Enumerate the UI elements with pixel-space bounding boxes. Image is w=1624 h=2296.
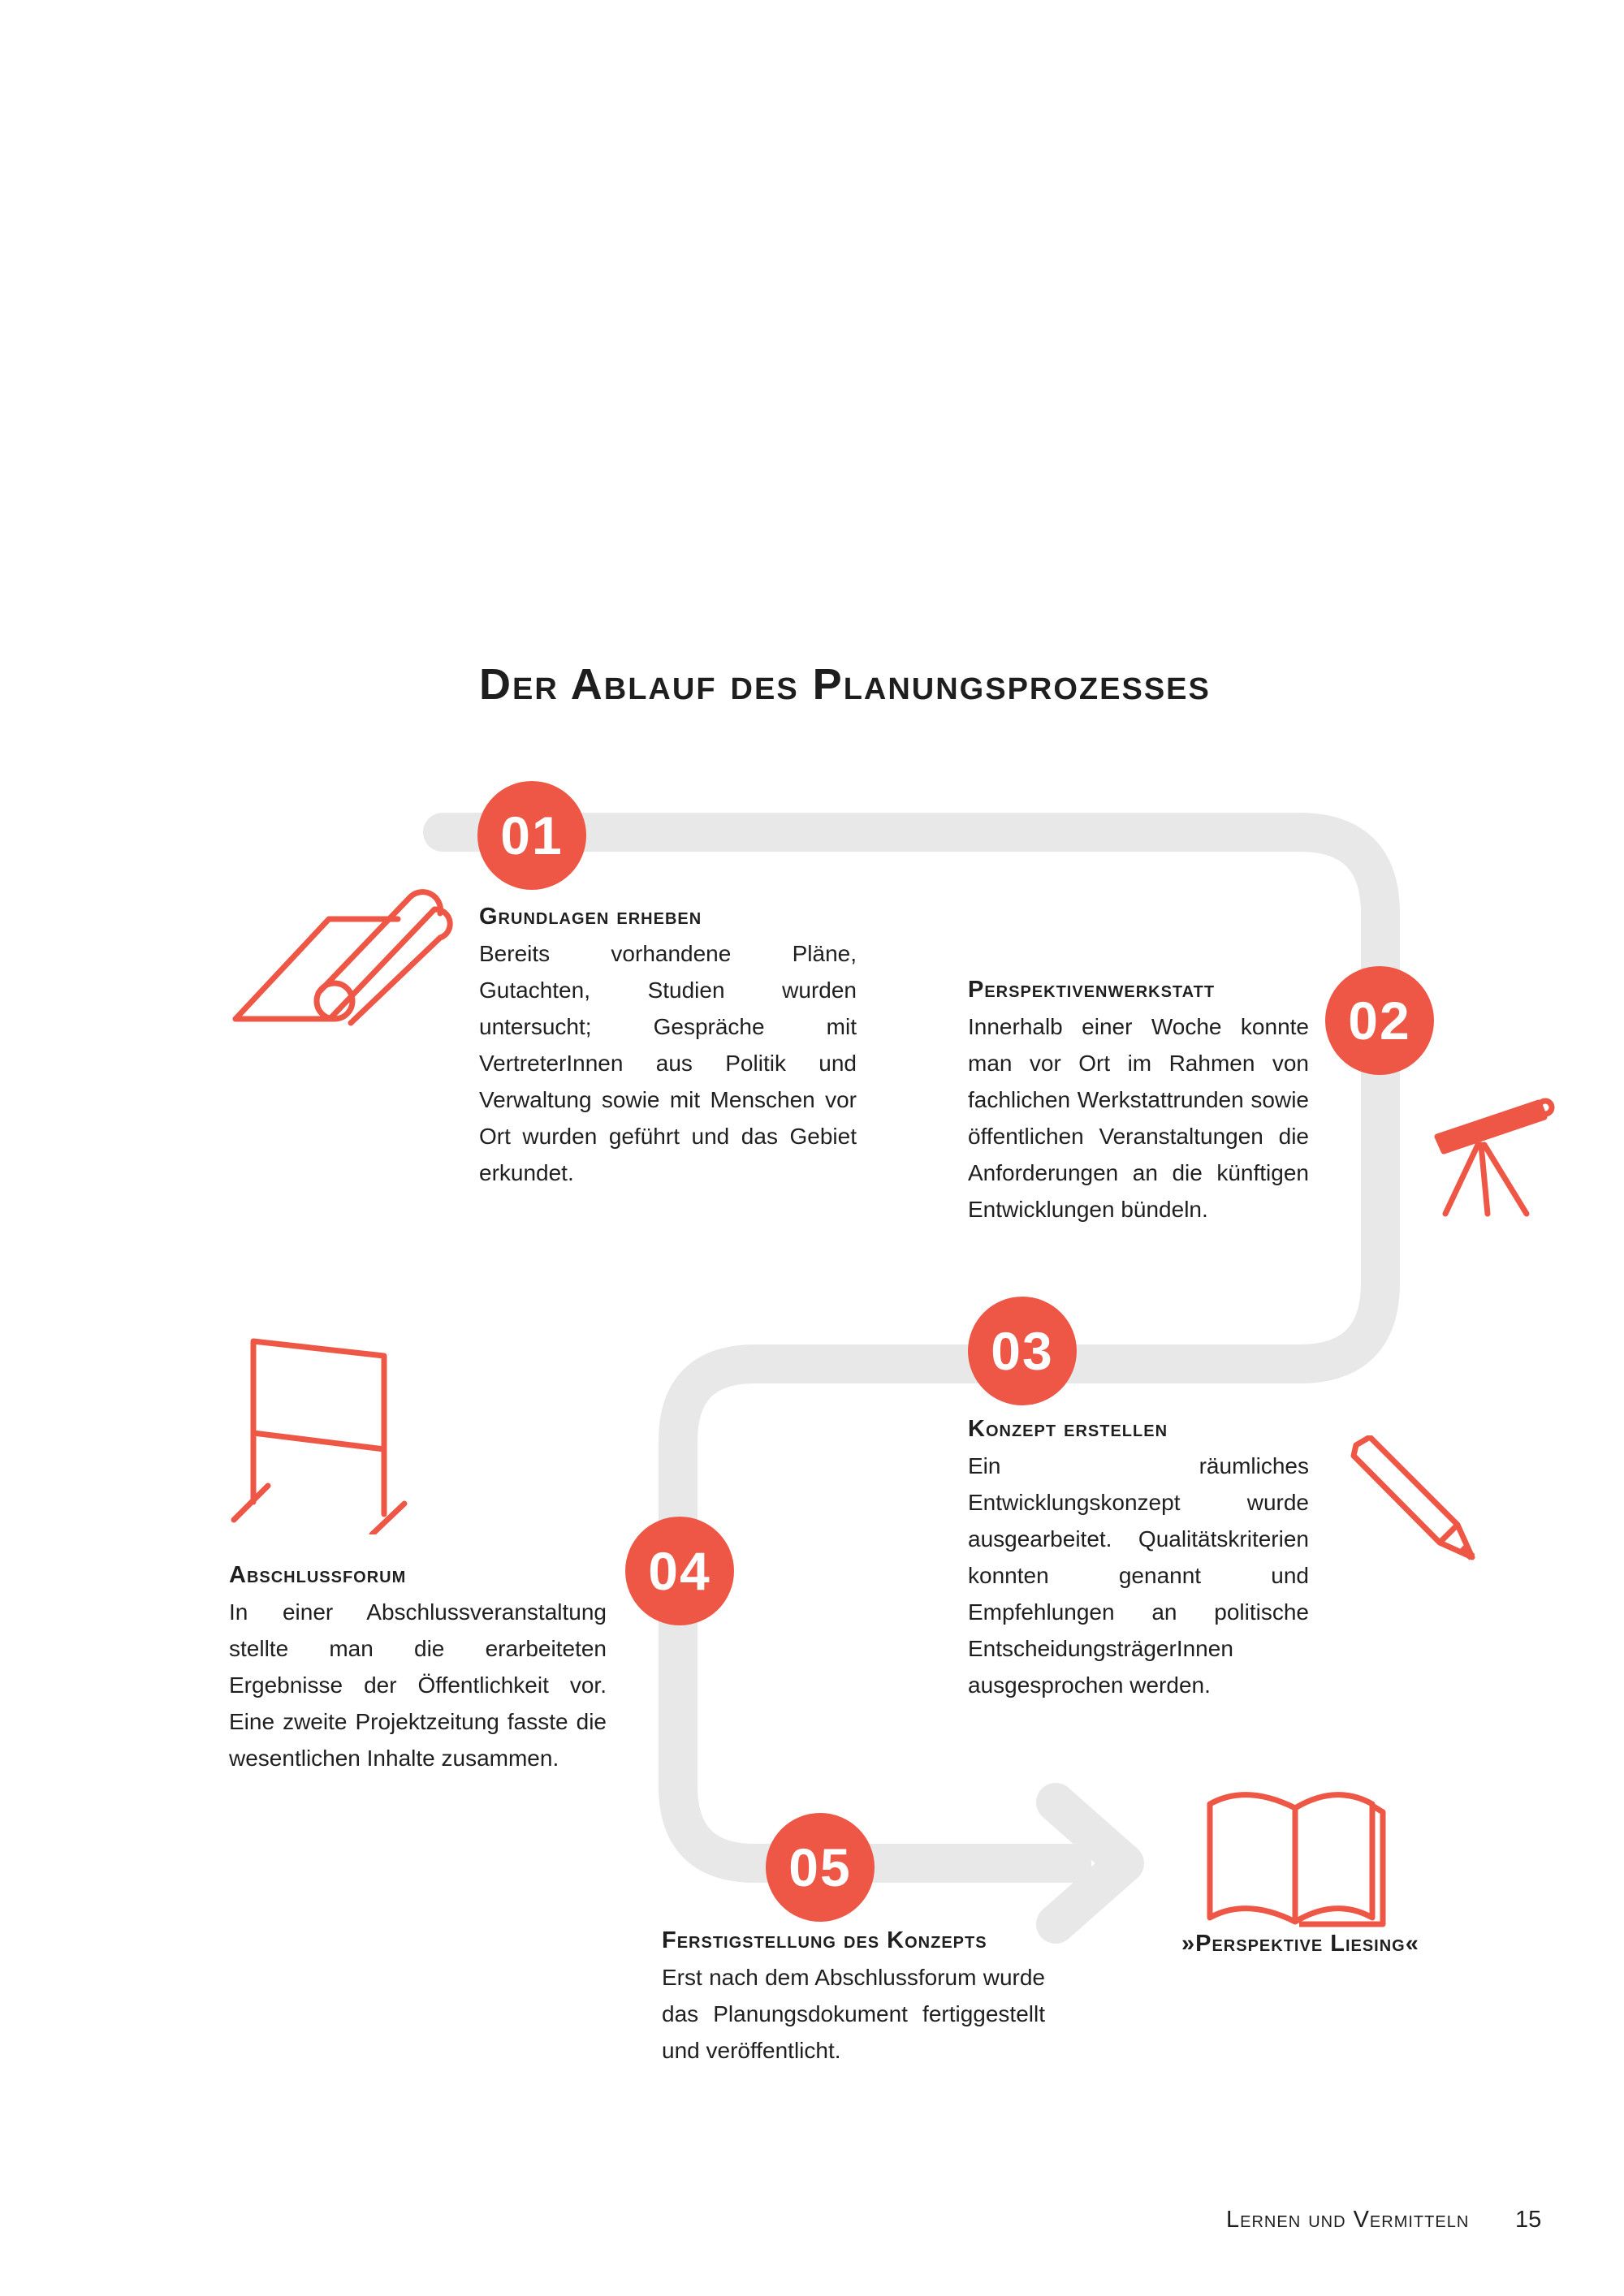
step-01-block <box>479 899 857 1191</box>
footer-section: Lernen und Vermitteln <box>1226 2207 1470 2233</box>
step-01-text: Bereits vorhandene Pläne, Gutachten, Studien wurden untersucht; Gespräche mit VertreterInnen aus Politik und Verwaltung sowie mit Menschen vor Ort wurden geführt und das Gebiet erkundet. <box>479 941 857 1185</box>
book-icon <box>1206 1788 1393 1930</box>
step-05-heading: Ferstigstellung des Konzepts <box>662 1927 987 1953</box>
step-badge-04: 04 <box>625 1517 734 1625</box>
result-caption: »Perspektive Liesing« <box>1181 1931 1419 1957</box>
step-05-block <box>662 1923 1045 2069</box>
flipchart-icon <box>227 1331 414 1534</box>
page-number: 15 <box>1515 2207 1542 2233</box>
step-04-block <box>229 1557 607 1776</box>
step-03-text: Ein räumliches Entwicklungskonzept wurde ausgearbeitet. Qualitätskriterien konnten genannt und Empfehlungen an politische EntscheidungsträgerInnen ausgesprochen werden. <box>968 1453 1309 1698</box>
step-badge-03: 03 <box>968 1297 1077 1405</box>
step-04-heading: Abschlussforum <box>229 1562 407 1588</box>
step-03-block <box>968 1411 1309 1703</box>
step-02-heading: Perspektivenwerkstatt <box>968 977 1216 1003</box>
step-badge-02: 02 <box>1325 966 1434 1075</box>
step-02-text: Innerhalb einer Woche konnte man vor Ort im Rahmen von fachlichen Werkstattrunden sowie öffentlichen Veranstaltungen die Anforderungen an die künftigen Entwicklungen bündeln. <box>968 1014 1309 1222</box>
step-badge-01: 01 <box>477 781 586 890</box>
step-badge-05: 05 <box>766 1813 875 1922</box>
step-02-block <box>968 972 1309 1228</box>
step-04-text: In einer Abschlussveranstaltung stellte man die erarbeiteten Ergebnisse der Öffentlichkeit vor. Eine zweite Projektzeitung fasste die wesentlichen Inhalte zusammen. <box>229 1599 607 1771</box>
step-03-heading: Konzept erstellen <box>968 1416 1168 1442</box>
pencil-icon <box>1344 1435 1482 1565</box>
page-title: Der Ablauf des Planungsprozesses <box>479 660 1211 709</box>
map-roll-icon <box>227 881 455 1031</box>
step-01-heading: Grundlagen erheben <box>479 904 702 930</box>
step-05-text: Erst nach dem Abschlussforum wurde das Planungsdokument fertiggestellt und veröffentlicht. <box>662 1965 1045 2063</box>
telescope-icon <box>1429 1088 1559 1226</box>
